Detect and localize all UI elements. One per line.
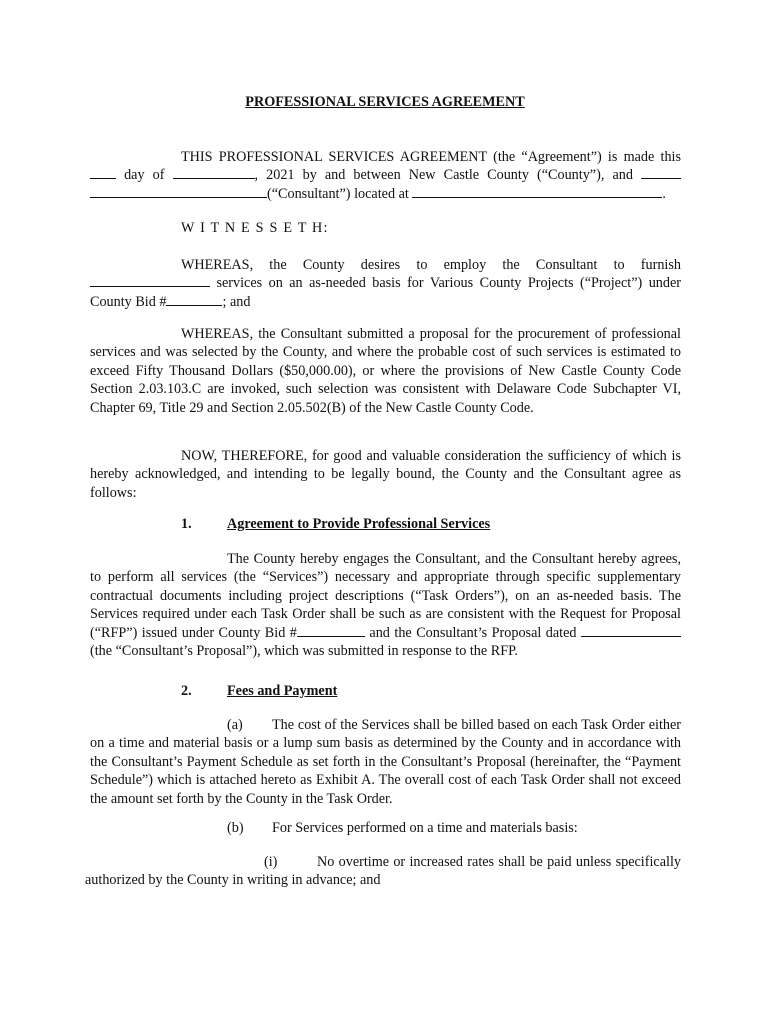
- section-2b-i-paragraph: [85, 853, 681, 890]
- section-2b-i-text: No overtime or increased rates shall be paid unless specifically authorized by the County in writing in advance; and: [85, 854, 681, 889]
- section-2-number: 2.: [181, 683, 192, 699]
- intro-paragraph: [90, 148, 681, 203]
- address-blank: [412, 186, 662, 198]
- section-1-text-c: (the “Consultant’s Proposal”), which was submitted in response to the RFP.: [90, 643, 518, 660]
- month-blank: [173, 167, 255, 179]
- section-1-heading: [181, 516, 490, 533]
- section-2a-paragraph: [90, 716, 681, 808]
- consultant-name-blank-b: [90, 186, 267, 198]
- day-blank: [90, 167, 116, 179]
- whereas1-text-b: services on an as-needed basis for Various County Projects (“Project”) under County Bid #: [90, 275, 681, 310]
- intro-text-b: day of: [124, 167, 165, 184]
- whereas-paragraph-2: WHEREAS, the Consultant submitted a proposal for the procurement of professional services and was selected by the County, and where the probable cost of such services is estimated to exceed Fifty Thousand Dollars ($50,000.00), or where the provisions of New Castle County Code Section 2.03.103.C are invoked, such selection was consistent with Delaware Code Subchapter VI, Chapter 69, Title 29 and Section 2.05.502(B) of the New Castle County Code.: [90, 326, 681, 416]
- bid-number-blank: [166, 294, 222, 306]
- section-2a-text: The cost of the Services shall be billed based on each Task Order either on a time and material basis or a lump sum basis as determined by the County and in accordance with the Consultant’s Payment Schedule as set forth in the Consultant’s Proposal (hereinafter, the “Payment Schedule”) which is attached hereto as Exhibit A. The overall cost of each Task Order shall not exceed the amount set forth by the County in the Task Order.: [90, 717, 681, 807]
- section-1-number: 1.: [181, 516, 192, 532]
- page-title: PROFESSIONAL SERVICES AGREEMENT: [245, 94, 525, 110]
- now-therefore-paragraph: NOW, THEREFORE, for good and valuable consideration the sufficiency of which is hereby acknowledged, and intending to be legally bound, the County and the Consultant agree as follows:: [90, 448, 681, 501]
- services-blank: [90, 275, 210, 287]
- section-2b-label: (b): [227, 820, 244, 836]
- section-2b-text: For Services performed on a time and materials basis:: [272, 820, 578, 836]
- consultant-name-blank-a: [641, 167, 681, 179]
- section-1-body: [90, 550, 681, 660]
- whereas1-text-a: WHEREAS, the County desires to employ the Consultant to furnish: [181, 257, 681, 273]
- section-2-title: Fees and Payment: [227, 683, 338, 699]
- section-2-heading: [181, 683, 337, 700]
- intro-text-c: , 2021 by and between New Castle County (“County”), and: [254, 167, 633, 184]
- whereas1-text-c: ; and: [222, 293, 251, 310]
- section-1-title: Agreement to Provide Professional Services: [227, 516, 491, 532]
- section-2a-label: (a): [227, 717, 243, 733]
- section-2b-paragraph: [227, 820, 578, 837]
- intro-text-d: (“Consultant”) located at: [267, 185, 409, 202]
- intro-text-e: .: [662, 185, 666, 202]
- section-2b-i-label: (i): [264, 854, 278, 870]
- rfp-bid-blank: [297, 625, 365, 637]
- proposal-date-blank: [581, 625, 681, 637]
- intro-text-a: THIS PROFESSIONAL SERVICES AGREEMENT (the “Agreement”) is made this: [181, 149, 681, 165]
- section-1-text-a: The County hereby engages the Consultant, and the Consultant hereby agrees, to perform all services (the “Services”) necessary and appropriate through specific supplementary contractual documents including project descriptions (“Task Orders”), on an as-needed basis. The Services required under each Task Order shall be such as are consistent with the Request for Proposal (“RFP”) issued under County Bid #: [90, 551, 681, 641]
- whereas-paragraph-1: [90, 256, 681, 311]
- witnesseth-heading: W I T N E S S E T H:: [181, 220, 329, 236]
- section-1-text-b: and the Consultant’s Proposal dated: [369, 624, 577, 641]
